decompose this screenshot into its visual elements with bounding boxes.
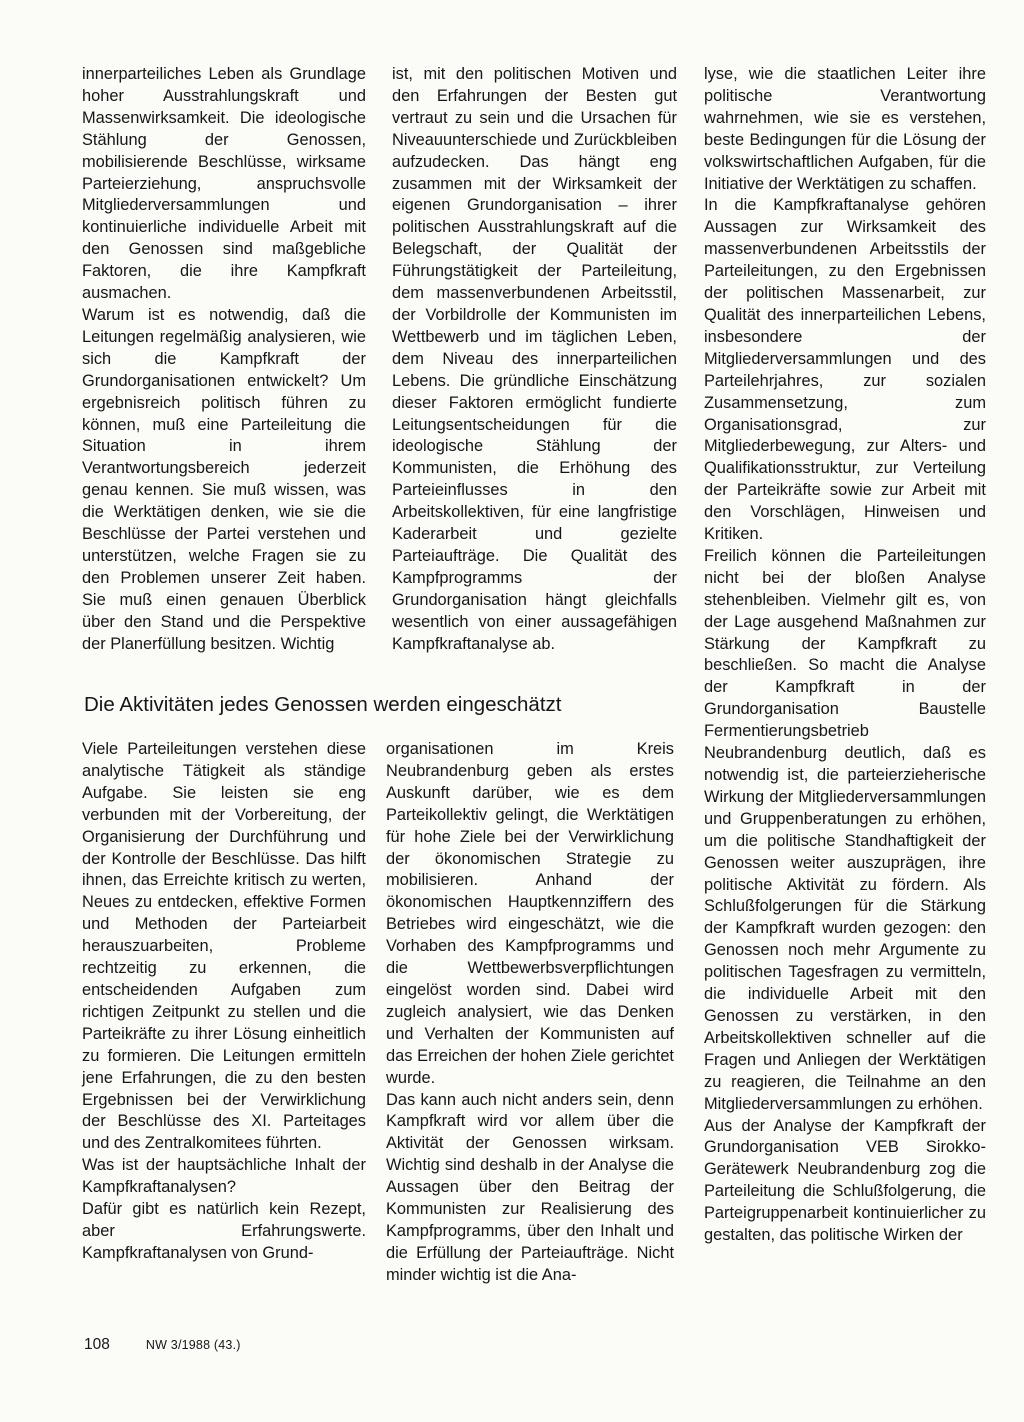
paragraph: Was ist der hauptsächliche Inhalt der Kampfkraftanalysen?	[82, 1156, 366, 1197]
section-heading: Die Aktivitäten jedes Genossen werden eingeschätzt	[84, 693, 562, 716]
paragraph: ist, mit den politischen Motiven und den Erfahrungen der Besten gut vertraut zu sein und die Ursachen für Niveauunterschiede und Zurückbleiben aufzudecken. Das hängt eng zusammen mit der Wirksamkeit der eigenen Grundorganisation – ihrer politischen Ausstrahlungskraft auf die Belegschaft, der Qualität der Führungstätigkeit der Parteileitung, dem massenverbundenen Arbeitsstil, der Vorbildrolle der Kommunisten im Wettbewerb und im täglichen Leben, dem Niveau des innerparteilichen Lebens. Die gründliche Einschätzung dieser Faktoren ermöglicht fundierte Leitungsentscheidungen für die ideologische Stählung der Kommunisten, die Erhöhung des Parteieinflusses in den Arbeitskollektiven, für eine langfristige Kaderarbeit und gezielte Parteiaufträge. Die Qualität des Kampfprogramms der Grundorganisation hängt gleichfalls wesentlich von einer aussagefähigen Kampfkraftanalyse ab.	[392, 65, 677, 653]
paragraph: Dafür gibt es natürlich kein Rezept, aber Erfahrungswerte. Kampfkraftanalysen von Grund-	[82, 1200, 366, 1262]
paragraph: innerparteiliches Leben als Grundlage hoher Ausstrahlungskraft und Massenwirksamkeit. Die ideologische Stählung der Genossen, mobilisierende Beschlüsse, wirksame Parteierziehung, anspruchsvolle Mitgliederversammlungen und kontinuierliche individuelle Arbeit mit den Genossen sind maßgebliche Faktoren, die ihre Kampfkraft ausmachen.	[82, 65, 366, 303]
text-column-1	[82, 64, 366, 655]
paragraph: organisationen im Kreis Neubrandenburg geben als erstes Auskunft darüber, wie es dem Parteikollektiv gelingt, die Werktätigen für hohe Ziele bei der Verwirklichung der ökonomischen Strategie zu mobilisieren. Anhand der ökonomischen Hauptkennziffern des Betriebes wird eingeschätzt, wie die Vorhaben des Kampfprogramms und die Wettbewerbsverpflichtungen eingelöst worden sind. Dabei wird zugleich analysiert, wie das Denken und Verhalten der Kommunisten auf das Erreichen der hohen Ziele gerichtet wurde.	[386, 740, 674, 1087]
paragraph: Freilich können die Parteileitungen nicht bei der bloßen Analyse stehenbleiben. Vielmehr gilt es, von der Lage ausgehend Maßnahmen zur Stärkung der Kampfkraft zu beschließen. So macht die Analyse der Kampfkraft in der Grundorganisation Baustelle Fermentierungsbetrieb Neubrandenburg deutlich, daß es notwendig ist, die parteierzieherische Wirkung der Mitgliederversammlungen und Gruppenberatungen zu erhöhen, um die politische Standhaftigkeit der Genossen weiter auszuprägen, ihre politische Aktivität zu fördern. Als Schlußfolgerungen für die Stärkung der Kampfkraft wurden gezogen: den Genossen noch mehr Argumente zu politischen Tagesfragen zu vermitteln, die individuelle Arbeit mit den Genossen zu verstärken, in den Arbeitskollektiven schneller auf die Fragen und Anliegen der Werktätigen zu reagieren, die Teilnahme an den Mitgliederversammlungen zu erhöhen.	[704, 546, 986, 1113]
paragraph: Warum ist es notwendig, daß die Leitungen regelmäßig analysieren, wie sich die Kampfkraft der Grundorganisationen entwickelt? Um ergebnisreich politisch führen zu können, muß eine Parteileitung die Situation in ihrem Verantwortungsbereich jederzeit genau kennen. Sie muß wissen, was die Werktätigen denken, wie sie die Beschlüsse der Partei verstehen und unterstützen, welche Fragen sie zu den Problemen unserer Zeit haben. Sie muß einen genauen Überblick über den Stand und die Perspektive der Planerfüllung besitzen. Wichtig	[82, 305, 366, 653]
paragraph: Das kann auch nicht anders sein, denn Kampfkraft wird vor allem über die Aktivität der Genossen wirksam. Wichtig sind deshalb in der Analyse die Aussagen über den Beitrag der Kommunisten zur Realisierung des Kampfprogramms, über den Inhalt und die Erfüllung der Parteiaufträge. Nicht minder wichtig ist die Ana-	[386, 1090, 674, 1284]
text-column-4	[82, 739, 366, 1265]
text-column-3	[704, 64, 986, 1247]
paragraph: Viele Parteileitungen verstehen diese analytische Tätigkeit als ständige Aufgabe. Sie leisten sie eng verbunden mit der Vorbereitung, der Organisierung der Durchführung und der Kontrolle der Beschlüsse. Das hilft ihnen, das Erreichte kritisch zu werten, Neues zu entdecken, effektive Formen und Methoden der Parteiarbeit herauszuarbeiten, Probleme rechtzeitig zu erkennen, die entscheidenden Aufgaben zum richtigen Zeitpunkt zu stellen und die Parteikräfte zu ihrer Lösung einheitlich zu formieren. Die Leitungen ermitteln jene Erfahrungen, die zu den besten Ergebnissen bei der Verwirklichung der Beschlüsse des XI. Parteitages und des Zentralkomitees führten.	[82, 740, 366, 1153]
issue-reference: NW 3/1988 (43.)	[145, 1338, 241, 1352]
text-column-5	[386, 739, 674, 1287]
page-footer	[84, 1336, 241, 1354]
paragraph: Aus der Analyse der Kampfkraft der Grundorganisation VEB Sirokko-Gerätewerk Neubrandenburg zog die Parteileitung die Schlußfolgerung, die Parteigruppenarbeit kontinuierlicher zu gestalten, das politische Wirken der	[704, 1116, 986, 1245]
text-column-2	[392, 64, 677, 655]
paragraph: lyse, wie die staatlichen Leiter ihre politische Verantwortung wahrnehmen, wie sie es verstehen, beste Bedingungen für die Lösung der volkswirtschaftlichen Aufgaben, für die Initiative der Werktätigen zu schaffen.	[704, 65, 986, 193]
page-number: 108	[84, 1336, 110, 1353]
paragraph: In die Kampfkraftanalyse gehören Aussagen zur Wirksamkeit des massenverbundenen Arbeitsstils der Parteileitungen, zu den Ergebnissen der politischen Massenarbeit, zur Qualität des innerparteilichen Lebens, insbesondere der Mitgliederversammlungen und des Parteilehrjahres, zur sozialen Zusammensetzung, zum Organisationsgrad, zur Mitgliederbewegung, zur Alters- und Qualifikationsstruktur, zur Verteilung der Parteikräfte sowie zur Arbeit mit den Vorschlägen, Hinweisen und Kritiken.	[704, 196, 986, 544]
